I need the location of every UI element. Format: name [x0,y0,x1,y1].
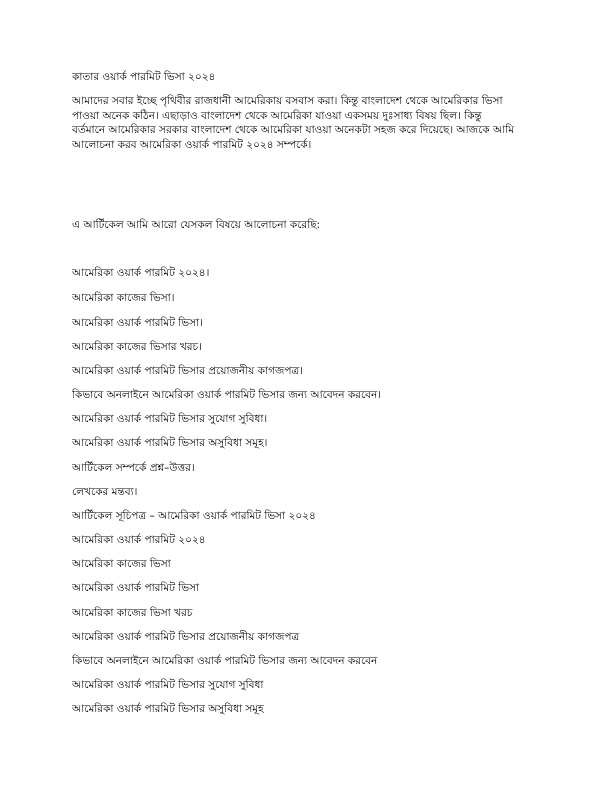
topic-item: আমেরিকা কাজের ভিসা। [72,292,175,304]
topic-item: লেখকের মন্তব্য। [72,486,138,498]
toc-item: আমেরিকা কাজের ভিসা [72,558,171,570]
intro-line: পাওয়া অনেক কঠিন। এছাড়াও বাংলাদেশ থেকে আমেরিকা যাওয়া একসময় দুঃসাধ্য বিষয় ছিল। কিন্তু [72,109,482,122]
toc-item: আমেরিকা ওয়ার্ক পারমিট ভিসার প্রয়োজনীয় কাগজপত্র [72,631,300,643]
toc-item: আমেরিকা ওয়ার্ক পারমিট ভিসার সুযোগ সুবিধা [72,679,264,691]
topic-item: আমেরিকা ওয়ার্ক পারমিট ভিসার সুযোগ সুবিধা। [72,413,268,425]
topic-item: আর্টিকেল সম্পর্কে প্রশ্ন–উত্তর। [72,462,195,474]
toc-item: আমেরিকা ওয়ার্ক পারমিট ভিসার অসুবিধা সমূহ [72,703,264,715]
topic-item: আমেরিকা ওয়ার্ক পারমিট ভিসার অসুবিধা সমূহ। [72,437,268,449]
toc-item: আমেরিকা ওয়ার্ক পারমিট ২০২৪ [72,534,206,546]
toc-heading: আর্টিকেল সূচিপত্র – আমেরিকা ওয়ার্ক পারমিট ভিসা ২০২৪ [72,510,316,522]
toc-item: কিভাবে অনলাইনে আমেরিকা ওয়ার্ক পারমিট ভিসার জন্য আবেদন করবেন [72,655,378,667]
topic-item: কিভাবে অনলাইনে আমেরিকা ওয়ার্ক পারমিট ভিসার জন্য আবেদন করবেন। [72,389,382,401]
topic-item: আমেরিকা ওয়ার্ক পারমিট ভিসার প্রয়োজনীয় কাগজপত্র। [72,365,303,377]
intro-line: আলোচনা করব আমেরিকা ওয়ার্ক পারমিট ২০২৪ সম্পর্কে। [72,138,312,151]
intro-line: আমাদের সবার ইচ্ছে পৃথিবীর রাজধানী আমেরিকায় বসবাস করা। কিন্তু বাংলাদেশ থেকে আমেরিকার ভিসা [72,95,503,107]
toc-item: আমেরিকা ওয়ার্ক পারমিট ভিসা [72,582,200,594]
topic-item: আমেরিকা কাজের ভিসার খরচ। [72,341,202,353]
topic-item: আমেরিকা ওয়ার্ক পারমিট ২০২৪। [72,267,210,279]
topics-heading: এ আর্টিকেল আমি আরো যেসকল বিষয়ে আলোচনা করেছি: [72,219,321,231]
topic-item: আমেরিকা ওয়ার্ক পারমিট ভিসা। [72,317,203,329]
intro-line: বর্তমানে আমেরিকার সরকার বাংলাদেশ থেকে আমেরিকা যাওয়া অনেকটা সহজ করে দিয়েছে। আজকে আমি [72,124,515,137]
document-title: কাতার ওয়ার্ক পারমিট ভিসা ২০২৪ [72,71,216,83]
toc-item: আমেরিকা কাজের ভিসা খরচ [72,607,193,619]
intro-paragraph [72,94,542,152]
